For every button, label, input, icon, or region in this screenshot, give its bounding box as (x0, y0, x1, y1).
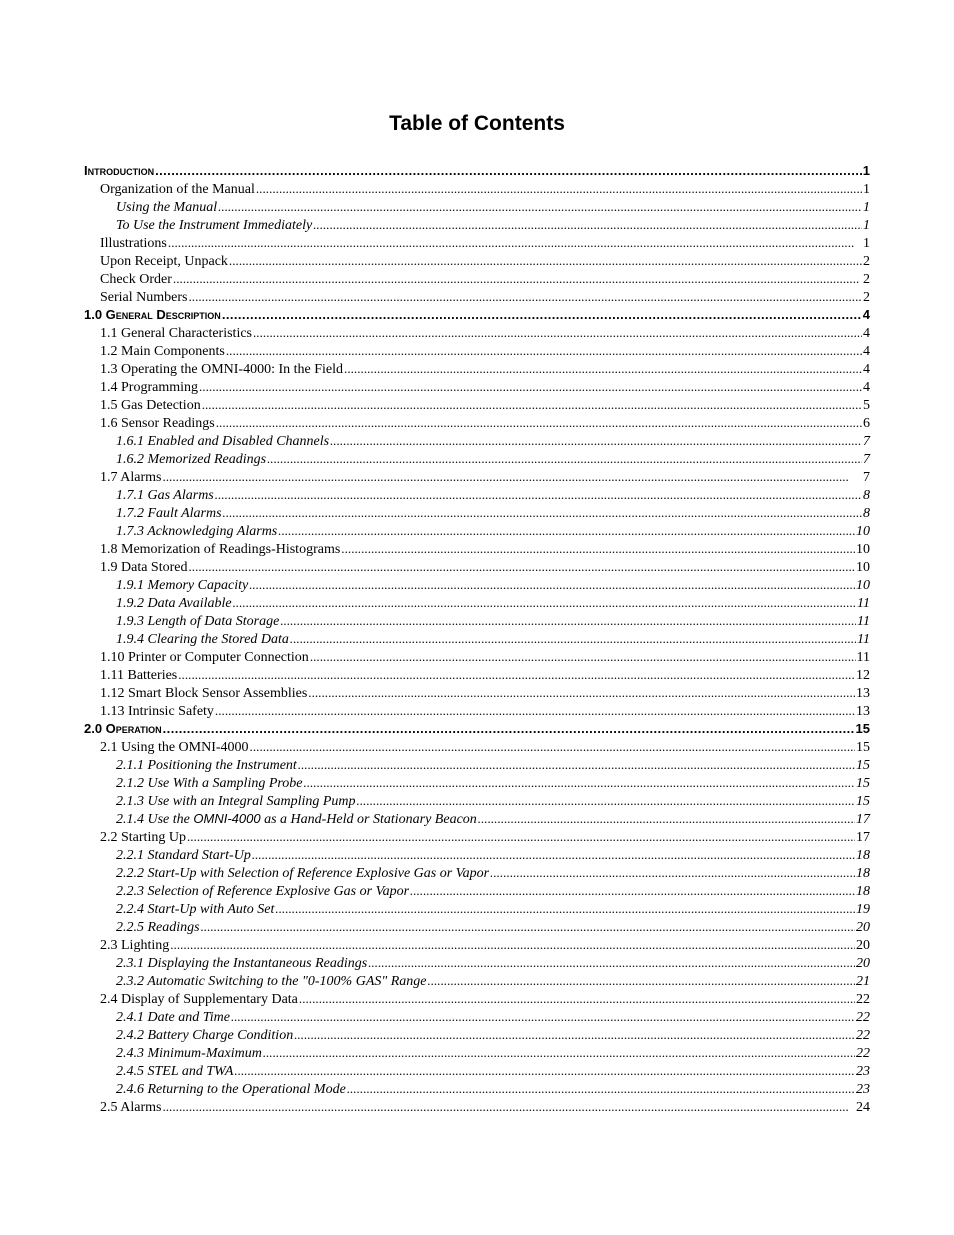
dot-leader (308, 684, 855, 702)
toc-entry-page-number: 18 (856, 848, 870, 863)
toc-entry-page-number: 17 (856, 830, 870, 845)
toc-entry-page-number: 11 (857, 596, 870, 611)
toc-entry-label: 2.3.1 Displaying the Instantaneous Readings (116, 956, 368, 971)
toc-entry[interactable] (84, 180, 870, 198)
toc-entry[interactable] (84, 828, 870, 846)
dot-leader (201, 918, 855, 936)
toc-entry-label: 1.9.3 Length of Data Storage (116, 614, 280, 629)
toc-entry-label: 2.5 Alarms (100, 1100, 162, 1115)
toc-entry[interactable] (84, 576, 870, 594)
toc-entry-page-number: 15 (856, 794, 870, 809)
toc-entry[interactable] (84, 1008, 870, 1026)
dot-leader (223, 504, 862, 522)
toc-entry-page-number: 21 (856, 974, 870, 989)
dot-leader (199, 378, 862, 396)
toc-entry-page-number: 4 (863, 344, 870, 359)
toc-entry[interactable] (84, 630, 870, 648)
dot-leader (368, 954, 855, 972)
toc-entry[interactable] (84, 1044, 870, 1062)
toc-entry-label: 2.3.2 Automatic Switching to the "0-100% GAS" Range (116, 974, 427, 989)
toc-entry-label: 2.4.1 Date and Time (116, 1010, 230, 1025)
toc-entry-page-number: 10 (856, 560, 870, 575)
toc-entry[interactable] (84, 720, 870, 738)
toc-entry-label: Illustrations (100, 236, 167, 251)
toc-entry-label: 1.5 Gas Detection (100, 398, 201, 413)
toc-entry[interactable] (84, 288, 870, 306)
dot-leader (299, 990, 855, 1008)
toc-entry[interactable] (84, 846, 870, 864)
toc-entry-label: 1.1 General Characteristics (100, 326, 252, 341)
dot-leader (229, 252, 862, 270)
toc-entry-label: 2.2.1 Standard Start-Up (116, 848, 251, 863)
toc-entry-page-number: 2 (863, 272, 870, 287)
toc-entry-page-number: 8 (863, 488, 870, 503)
toc-entry-page-number: 18 (856, 866, 870, 881)
dot-leader (234, 1062, 855, 1080)
dot-leader (357, 792, 855, 810)
dot-leader (216, 414, 862, 432)
toc-entry-label: 2.4.3 Minimum-Maximum (116, 1046, 262, 1061)
toc-entry-label: 1.7 Alarms (100, 470, 162, 485)
toc-entry-label: To Use the Instrument Immediately (116, 218, 313, 233)
table-of-contents (84, 162, 870, 1116)
toc-entry-page-number: 15 (856, 740, 870, 755)
toc-entry[interactable] (84, 864, 870, 882)
toc-entry-page-number: 19 (856, 902, 870, 917)
toc-entry-label: 1.0 General Description (84, 307, 221, 322)
toc-entry-label: 1.8 Memorization of Readings-Histograms (100, 542, 341, 557)
toc-entry[interactable] (84, 756, 870, 774)
toc-entry-page-number: 23 (856, 1082, 870, 1097)
dot-leader (256, 180, 862, 198)
toc-entry-label: 2.2.2 Start-Up with Selection of Reference Explosive Gas or Vapor (116, 866, 490, 881)
toc-entry-page-number: 22 (856, 992, 870, 1007)
toc-entry[interactable] (84, 558, 870, 576)
toc-entry-label: 1.6.1 Enabled and Disabled Channels (116, 434, 330, 449)
toc-entry-label: Using the Manual (116, 200, 218, 215)
toc-entry-page-number: 10 (856, 578, 870, 593)
toc-entry[interactable] (84, 666, 870, 684)
toc-entry-page-number: 6 (863, 416, 870, 431)
toc-entry-page-number: 1 (863, 200, 870, 215)
page-title: Table of Contents (389, 112, 565, 135)
toc-entry[interactable] (84, 1026, 870, 1044)
toc-entry[interactable] (84, 432, 870, 450)
toc-entry[interactable] (84, 612, 870, 630)
toc-entry-label: 2.2.3 Selection of Reference Explosive Gas or Vapor (116, 884, 410, 899)
toc-entry-label: 2.1.1 Positioning the Instrument (116, 758, 297, 773)
dot-leader (428, 972, 855, 990)
dot-leader (267, 450, 862, 468)
toc-entry-page-number: 15 (856, 758, 870, 773)
toc-entry-label: Introduction (84, 163, 155, 178)
toc-entry[interactable] (84, 234, 870, 252)
toc-entry-label: 1.2 Main Components (100, 344, 225, 359)
toc-entry[interactable] (84, 990, 870, 1008)
toc-entry-label: 2.1.2 Use With a Sampling Probe (116, 776, 303, 791)
toc-entry-page-number: 8 (863, 506, 870, 521)
dot-leader (275, 900, 855, 918)
toc-entry[interactable] (84, 216, 870, 234)
toc-entry-label: Organization of the Manual (100, 182, 255, 197)
toc-entry-page-number: 11 (857, 614, 870, 629)
dot-leader (173, 270, 862, 288)
toc-entry-page-number: 7 (863, 452, 870, 467)
toc-entry-page-number: 7 (863, 470, 870, 485)
dot-leader (170, 936, 855, 954)
dot-leader (280, 612, 856, 630)
toc-entry-label: 2.4.6 Returning to the Operational Mode (116, 1082, 346, 1097)
dot-leader (304, 774, 855, 792)
toc-entry-page-number: 20 (856, 956, 870, 971)
dot-leader (410, 882, 855, 900)
dot-leader (168, 234, 862, 252)
dot-leader (162, 468, 862, 486)
toc-entry[interactable] (84, 306, 870, 324)
toc-entry-page-number: 1 (863, 236, 870, 251)
toc-entry[interactable] (84, 378, 870, 396)
toc-entry-page-number: 18 (856, 884, 870, 899)
toc-entry-label: 2.2.5 Readings (116, 920, 200, 935)
toc-entry-label: 1.3 Operating the OMNI-4000: In the Field (100, 362, 344, 377)
dot-leader (250, 738, 855, 756)
toc-entry-page-number: 1 (863, 182, 870, 197)
dot-leader (215, 702, 855, 720)
toc-entry[interactable] (84, 522, 870, 540)
toc-entry[interactable] (84, 648, 870, 666)
dot-leader (202, 396, 862, 414)
toc-entry-label: 2.4.2 Battery Charge Condition (116, 1028, 294, 1043)
toc-entry-page-number: 13 (856, 686, 870, 701)
toc-entry-label: 2.1.4 Use the OMNI-4000 as a Hand-Held or Stationary Beacon (116, 811, 477, 827)
toc-entry[interactable] (84, 954, 870, 972)
toc-entry-label: 1.7.3 Acknowledging Alarms (116, 524, 278, 539)
toc-entry-page-number: 15 (855, 721, 870, 736)
dot-leader (215, 486, 862, 504)
toc-entry[interactable] (84, 774, 870, 792)
dot-leader (290, 630, 856, 648)
toc-entry-page-number: 1 (862, 163, 870, 178)
toc-entry[interactable] (84, 198, 870, 216)
dot-leader (188, 558, 855, 576)
toc-entry-label: 1.7.1 Gas Alarms (116, 488, 214, 503)
toc-entry-page-number: 4 (863, 326, 870, 341)
toc-entry[interactable] (84, 1098, 870, 1116)
toc-entry-label: 1.6.2 Memorized Readings (116, 452, 267, 467)
dot-leader (178, 666, 855, 684)
toc-entry[interactable] (84, 936, 870, 954)
toc-entry[interactable] (84, 1080, 870, 1098)
toc-entry-label: 2.1.3 Use with an Integral Sampling Pump (116, 794, 356, 809)
toc-entry-page-number: 22 (856, 1010, 870, 1025)
toc-entry[interactable] (84, 810, 870, 828)
dot-leader (233, 594, 856, 612)
toc-entry-label: 1.13 Intrinsic Safety (100, 704, 214, 719)
toc-entry[interactable] (84, 972, 870, 990)
toc-entry[interactable] (84, 918, 870, 936)
toc-entry-label: Serial Numbers (100, 290, 188, 305)
toc-entry-label: 1.12 Smart Block Sensor Assemblies (100, 686, 308, 701)
toc-entry-page-number: 17 (856, 812, 870, 827)
toc-entry-page-number: 20 (856, 920, 870, 935)
toc-entry[interactable] (84, 450, 870, 468)
toc-entry[interactable] (84, 540, 870, 558)
toc-entry[interactable] (84, 270, 870, 288)
toc-entry-page-number: 22 (856, 1046, 870, 1061)
toc-entry-label: 2.1 Using the OMNI-4000 (100, 740, 249, 755)
toc-entry[interactable] (84, 702, 870, 720)
dot-leader (294, 1026, 855, 1044)
dot-leader (163, 720, 855, 738)
dot-leader (226, 342, 862, 360)
toc-entry[interactable] (84, 900, 870, 918)
toc-entry-page-number: 11 (856, 650, 870, 665)
dot-leader (263, 1044, 855, 1062)
dot-leader (344, 360, 862, 378)
toc-entry-label: 2.3 Lighting (100, 938, 170, 953)
dot-leader (330, 432, 862, 450)
toc-entry[interactable] (84, 162, 870, 180)
toc-entry-label: 1.9.2 Data Available (116, 596, 232, 611)
toc-entry-label: 1.6 Sensor Readings (100, 416, 215, 431)
toc-entry-label: 1.7.2 Fault Alarms (116, 506, 222, 521)
dot-leader (313, 216, 862, 234)
dot-leader (478, 810, 855, 828)
toc-entry-label: 2.4.5 STEL and TWA (116, 1064, 234, 1079)
toc-entry-page-number: 22 (856, 1028, 870, 1043)
toc-entry-label: 1.9.1 Memory Capacity (116, 578, 249, 593)
toc-entry[interactable] (84, 684, 870, 702)
dot-leader (231, 1008, 855, 1026)
toc-entry[interactable] (84, 468, 870, 486)
toc-entry-page-number: 12 (856, 668, 870, 683)
toc-entry-page-number: 10 (856, 542, 870, 557)
toc-entry-label: 1.9.4 Clearing the Stored Data (116, 632, 289, 647)
dot-leader (490, 864, 855, 882)
toc-entry[interactable] (84, 324, 870, 342)
dot-leader (187, 828, 855, 846)
toc-entry-page-number: 20 (856, 938, 870, 953)
dot-leader (249, 576, 855, 594)
toc-entry-page-number: 7 (863, 434, 870, 449)
toc-entry[interactable] (84, 342, 870, 360)
toc-entry-page-number: 13 (856, 704, 870, 719)
toc-entry-page-number: 4 (863, 380, 870, 395)
toc-entry-page-number: 5 (863, 398, 870, 413)
toc-entry-page-number: 15 (856, 776, 870, 791)
toc-entry-page-number: 2 (863, 290, 870, 305)
toc-entry-label: 2.4 Display of Supplementary Data (100, 992, 298, 1007)
dot-leader (188, 288, 862, 306)
toc-entry-label: Upon Receipt, Unpack (100, 254, 228, 269)
toc-entry[interactable] (84, 252, 870, 270)
dot-leader (347, 1080, 855, 1098)
toc-entry-label: 1.4 Programming (100, 380, 198, 395)
toc-entry-page-number: 2 (863, 254, 870, 269)
toc-entry-label: 1.9 Data Stored (100, 560, 188, 575)
toc-entry[interactable] (84, 594, 870, 612)
toc-entry-page-number: 1 (863, 218, 870, 233)
toc-entry[interactable] (84, 486, 870, 504)
dot-leader (162, 1098, 855, 1116)
toc-entry[interactable] (84, 1062, 870, 1080)
dot-leader (155, 162, 862, 180)
toc-entry-page-number: 4 (863, 362, 870, 377)
dot-leader (252, 846, 855, 864)
dot-leader (310, 648, 856, 666)
toc-entry-page-number: 4 (862, 307, 870, 322)
toc-entry-page-number: 23 (856, 1064, 870, 1079)
toc-entry[interactable] (84, 396, 870, 414)
dot-leader (218, 198, 862, 216)
dot-leader (298, 756, 855, 774)
toc-entry[interactable] (84, 360, 870, 378)
dot-leader (222, 306, 862, 324)
toc-entry-label: 2.2.4 Start-Up with Auto Set (116, 902, 275, 917)
toc-entry[interactable] (84, 882, 870, 900)
toc-entry-page-number: 10 (856, 524, 870, 539)
toc-entry[interactable] (84, 414, 870, 432)
toc-entry-label: 1.11 Batteries (100, 668, 178, 683)
toc-entry-label: 1.10 Printer or Computer Connection (100, 650, 309, 665)
toc-entry[interactable] (84, 504, 870, 522)
toc-entry-page-number: 11 (857, 632, 870, 647)
toc-entry-page-number: 24 (856, 1100, 870, 1115)
toc-entry-label: 2.2 Starting Up (100, 830, 186, 845)
toc-entry[interactable] (84, 738, 870, 756)
dot-leader (341, 540, 855, 558)
toc-entry[interactable] (84, 792, 870, 810)
toc-entry-label: 2.0 Operation (84, 721, 162, 736)
dot-leader (278, 522, 855, 540)
toc-entry-label: Check Order (100, 272, 172, 287)
dot-leader (253, 324, 862, 342)
